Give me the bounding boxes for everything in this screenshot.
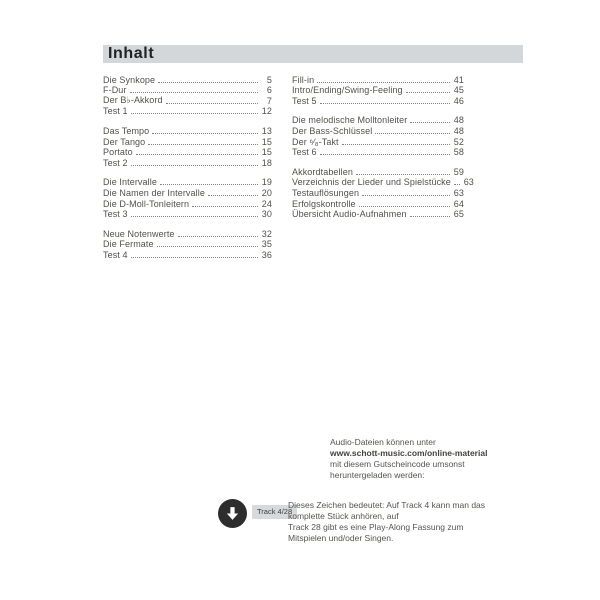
toc-entry-label: Test 2 (103, 157, 128, 168)
audio-download-note (330, 437, 535, 481)
toc-entry (292, 74, 464, 85)
toc-entry (103, 209, 272, 220)
toc-entry-label: Die Namen der Intervalle (103, 187, 205, 198)
dotted-leader (157, 246, 258, 247)
toc-entry-page: 35 (261, 239, 272, 250)
toc-entry-page: 48 (453, 115, 464, 126)
dotted-leader (131, 113, 258, 114)
toc-entry-page: 46 (453, 95, 464, 106)
legend-line-3: Track 28 gibt es eine Play-Along Fassung zum (288, 522, 464, 532)
toc-entry-page: 13 (261, 125, 272, 136)
toc-entry-page: 18 (261, 157, 272, 168)
dotted-leader (362, 195, 450, 196)
toc-entry-page: 63 (463, 177, 474, 188)
dotted-leader (148, 144, 258, 145)
toc-group (292, 74, 464, 106)
toc-entry-label: Test 1 (103, 106, 128, 117)
legend-line-2: komplette Stück anhören, auf (288, 511, 399, 521)
toc-group (292, 166, 474, 220)
toc-entry-page: 59 (453, 166, 464, 177)
dotted-leader (160, 184, 258, 185)
track-legend-text (288, 500, 528, 544)
dotted-leader (410, 216, 450, 217)
toc-entry-label: Das Tempo (103, 125, 150, 136)
toc-entry-page: 63 (453, 187, 464, 198)
dotted-leader (130, 92, 259, 93)
dotted-leader (192, 206, 258, 207)
toc-entry (292, 85, 464, 96)
dotted-leader (166, 103, 258, 104)
toc-entry-label: Test 4 (103, 249, 128, 260)
toc-entry (103, 187, 272, 198)
legend-line-1: Dieses Zeichen bedeutet: Auf Track 4 kann man das (288, 500, 486, 510)
dotted-leader (454, 184, 460, 185)
toc-entry-label: Die melodische Molltonleiter (292, 115, 408, 126)
toc-entry-label: F-Dur (103, 85, 127, 96)
toc-entry (292, 95, 464, 106)
toc-entry (103, 85, 272, 96)
dotted-leader (152, 133, 258, 134)
toc-entry (292, 125, 464, 136)
toc-column-left (103, 74, 272, 269)
toc-entry (103, 249, 272, 260)
toc-entry-page: 6 (266, 85, 272, 96)
toc-entry-page: 7 (266, 95, 272, 106)
toc-entry (292, 136, 464, 147)
toc-entry-page: 65 (453, 209, 464, 220)
toc-entry-page: 20 (261, 187, 272, 198)
toc-entry-label: Test 3 (103, 209, 128, 220)
toc-entry-label: Der ⁶⁄₈-Takt (292, 136, 339, 147)
toc-entry-label: Der B♭-Akkord (103, 94, 163, 105)
toc-entry (103, 106, 272, 117)
toc-entry (292, 147, 464, 158)
legend-line-4: Mitspielen und/oder Singen. (288, 533, 394, 543)
dotted-leader (131, 165, 258, 166)
toc-entry-page: 58 (453, 147, 464, 158)
toc-entry-label: Übersicht Audio-Aufnahmen (292, 209, 407, 220)
toc-group (292, 115, 464, 157)
toc-entry-page: 48 (453, 125, 464, 136)
track-badge: Track 4/28 (252, 505, 297, 519)
page-title: Inhalt (108, 45, 155, 62)
dotted-leader (131, 257, 258, 258)
note-line-1: Audio-Dateien können unter (330, 437, 436, 447)
dotted-leader (356, 174, 450, 175)
toc-entry-label: Neue Notenwerte (103, 228, 175, 239)
toc-entry-label: Test 6 (292, 147, 317, 158)
toc-entry-label: Der Bass-Schlüssel (292, 125, 373, 136)
toc-group (103, 125, 272, 167)
toc-entry-label: Der Tango (103, 136, 146, 147)
toc-group (103, 74, 272, 116)
dotted-leader (317, 82, 450, 83)
section-header-bar (103, 45, 523, 63)
toc-entry-label: Portato (103, 147, 133, 158)
toc-entry-label: Testauflösungen (292, 187, 360, 198)
toc-entry-label: Die Synkope (103, 74, 156, 85)
toc-entry-label: Erfolgskontrolle (292, 198, 356, 209)
dotted-leader (136, 154, 258, 155)
dotted-leader (320, 103, 450, 104)
toc-entry-label: Die Intervalle (103, 177, 157, 188)
toc-entry (292, 198, 464, 209)
toc-group (103, 228, 272, 260)
note-line-4: heruntergeladen werden: (330, 469, 425, 480)
toc-entry (292, 115, 464, 126)
toc-entry (103, 147, 272, 158)
toc-entry-label: Die D-Moll-Tonleitern (103, 198, 190, 209)
toc-entry-page: 15 (261, 147, 272, 158)
toc-entry-label: Intro/Ending/Swing-Feeling (292, 85, 403, 96)
toc-entry-label: Test 5 (292, 95, 317, 106)
toc-entry-page: 12 (261, 106, 272, 117)
toc-entry-page: 19 (261, 177, 272, 188)
toc-column-right (292, 74, 474, 228)
track-circle-icon (218, 499, 247, 528)
toc-entry (103, 177, 272, 188)
dotted-leader (410, 122, 450, 123)
dotted-leader (375, 133, 450, 134)
toc-group (103, 177, 272, 219)
toc-entry-label: Fill-in (292, 74, 315, 85)
toc-entry-page: 30 (261, 209, 272, 220)
toc-entry-label: Verzeichnis der Lieder und Spielstücke (292, 177, 451, 188)
dotted-leader (178, 236, 258, 237)
toc-entry-page: 36 (261, 249, 272, 260)
dotted-leader (342, 144, 450, 145)
toc-entry-page: 64 (453, 198, 464, 209)
toc-entry-page: 15 (261, 136, 272, 147)
dotted-leader (320, 154, 450, 155)
toc-entry (103, 95, 272, 106)
toc-entry-page: 5 (266, 74, 272, 85)
note-line-3: mit diesem Gutscheincode umsonst (330, 458, 465, 469)
toc-entry-page: 45 (453, 85, 464, 96)
toc-entry (103, 136, 272, 147)
toc-entry (103, 74, 272, 85)
dotted-leader (406, 92, 450, 93)
toc-entry (103, 198, 272, 209)
toc-entry (292, 187, 464, 198)
toc-entry (103, 157, 272, 168)
dotted-leader (359, 206, 450, 207)
toc-entry-label: Die Fermate (103, 239, 154, 250)
toc-entry-label: Akkordtabellen (292, 166, 353, 177)
toc-entry-page: 52 (453, 136, 464, 147)
dotted-leader (208, 195, 258, 196)
toc-entry (103, 239, 272, 250)
dotted-leader (131, 216, 258, 217)
toc-entry (292, 166, 464, 177)
dotted-leader (158, 82, 258, 83)
toc-entry (103, 125, 272, 136)
download-arrow-icon (224, 505, 241, 522)
toc-entry (292, 177, 474, 188)
download-url: www.schott-music.com/online-material (330, 447, 488, 458)
toc-entry (292, 209, 464, 220)
toc-entry-page: 32 (261, 228, 272, 239)
toc-entry (103, 228, 272, 239)
toc-entry-page: 24 (261, 198, 272, 209)
toc-entry-page: 41 (453, 74, 464, 85)
